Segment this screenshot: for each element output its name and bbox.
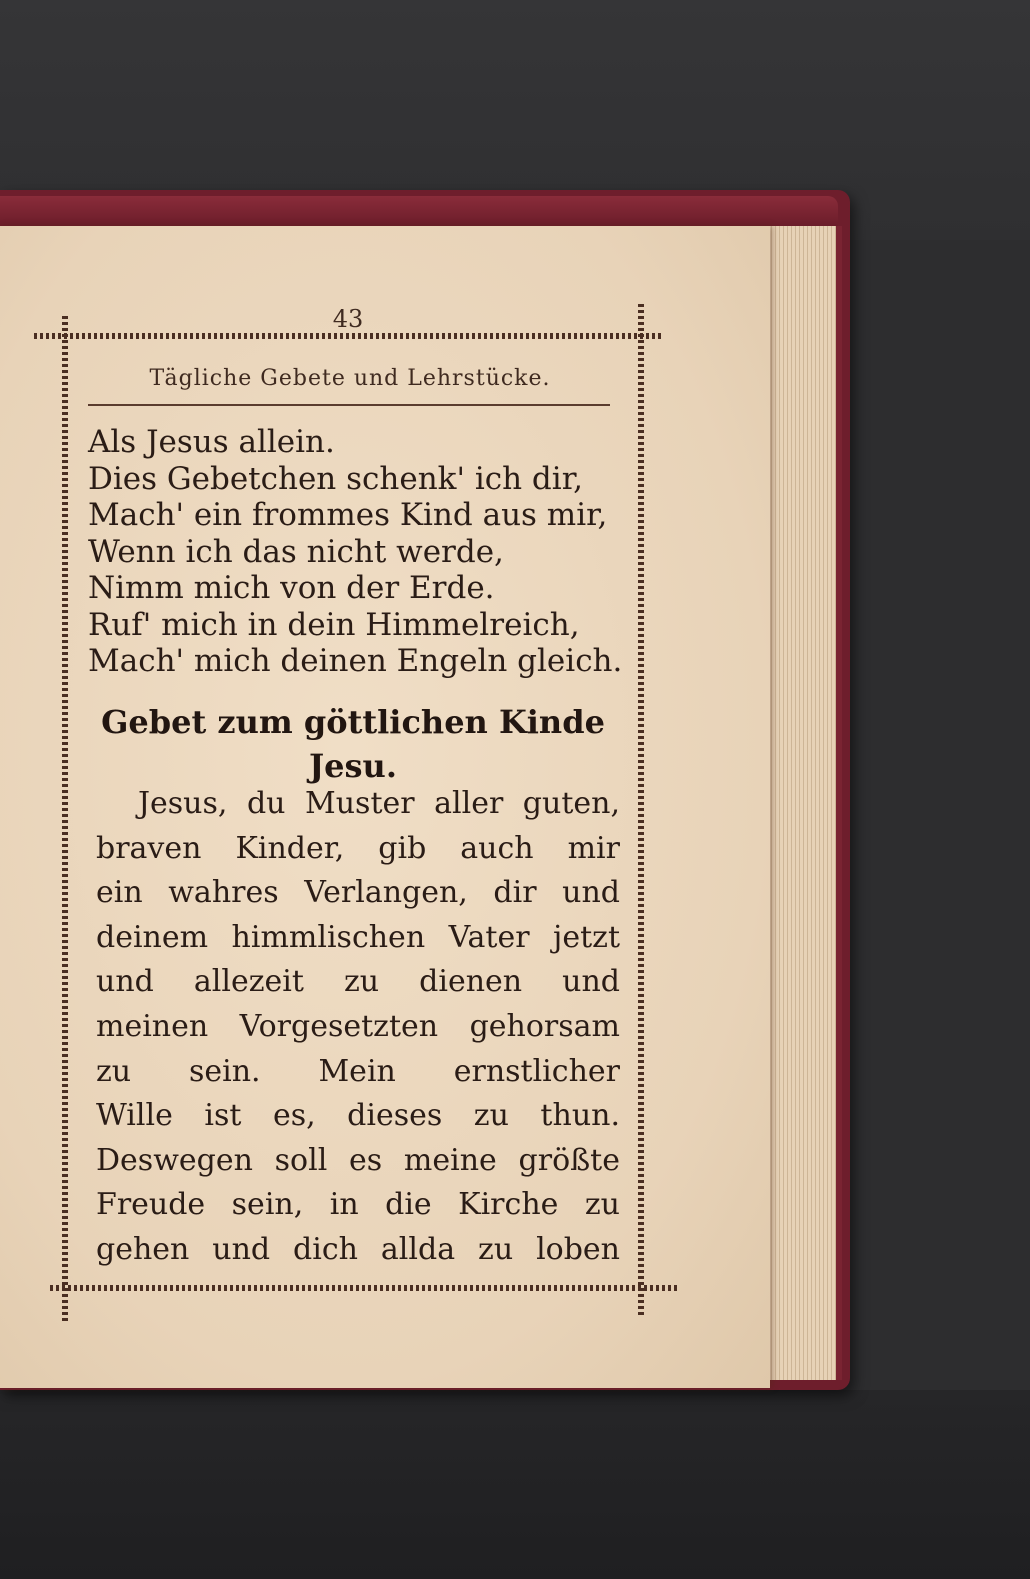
frame-right-border: [638, 304, 644, 1316]
frame-bottom-border: [50, 1285, 680, 1291]
body-line: zu sein. Mein ernstlicher: [96, 1053, 620, 1089]
verse-line: Ruf' mich in dein Himmelreich,: [88, 606, 580, 643]
body-line: Jesus, du Muster aller guten,: [138, 786, 620, 821]
verse-line: Mach' ein frommes Kind aus mir,: [88, 497, 608, 533]
heading-line: Gebet zum göttlichen Kinde: [101, 703, 605, 741]
frame-top-border: [34, 333, 662, 339]
verse-line: Nimm mich von der Erde.: [88, 570, 495, 606]
verse-block: [88, 424, 623, 680]
body-line: Freude sein, in die Kirche zu: [96, 1187, 620, 1223]
book-cover-top-edge: [0, 196, 838, 226]
header-rule: [88, 404, 610, 406]
body-line: braven Kinder, gib auch mir: [96, 830, 620, 866]
page-number: 43: [332, 305, 364, 333]
body-line: gehen und dich allda zu loben: [96, 1231, 620, 1267]
body-line: Wille ist es, dieses zu thun.: [96, 1098, 620, 1134]
verse-line: Wenn ich das nicht werde,: [88, 533, 504, 570]
body-line: Deswegen soll es meine größte: [96, 1142, 620, 1178]
body-line: meinen Vorgesetzten gehorsam: [96, 1008, 620, 1044]
body-line: deinem himmlischen Vater jetzt: [96, 919, 620, 955]
frame-left-border: [62, 316, 68, 1324]
verse-line: Dies Gebetchen schenk' ich dir,: [88, 460, 583, 497]
heading-line: Jesu.: [309, 747, 397, 785]
background-bottom: [0, 1390, 1030, 1579]
verse-line: Als Jesus allein.: [88, 424, 335, 460]
running-head: Tägliche Gebete und Lehrstücke.: [149, 366, 551, 391]
verse-line: Mach' mich deinen Engeln gleich.: [88, 643, 623, 679]
prayer-body: [96, 782, 620, 1273]
body-line: und allezeit zu dienen und: [96, 964, 620, 1000]
body-line: ein wahres Verlangen, dir und: [96, 875, 620, 911]
prayer-heading: [88, 700, 618, 788]
